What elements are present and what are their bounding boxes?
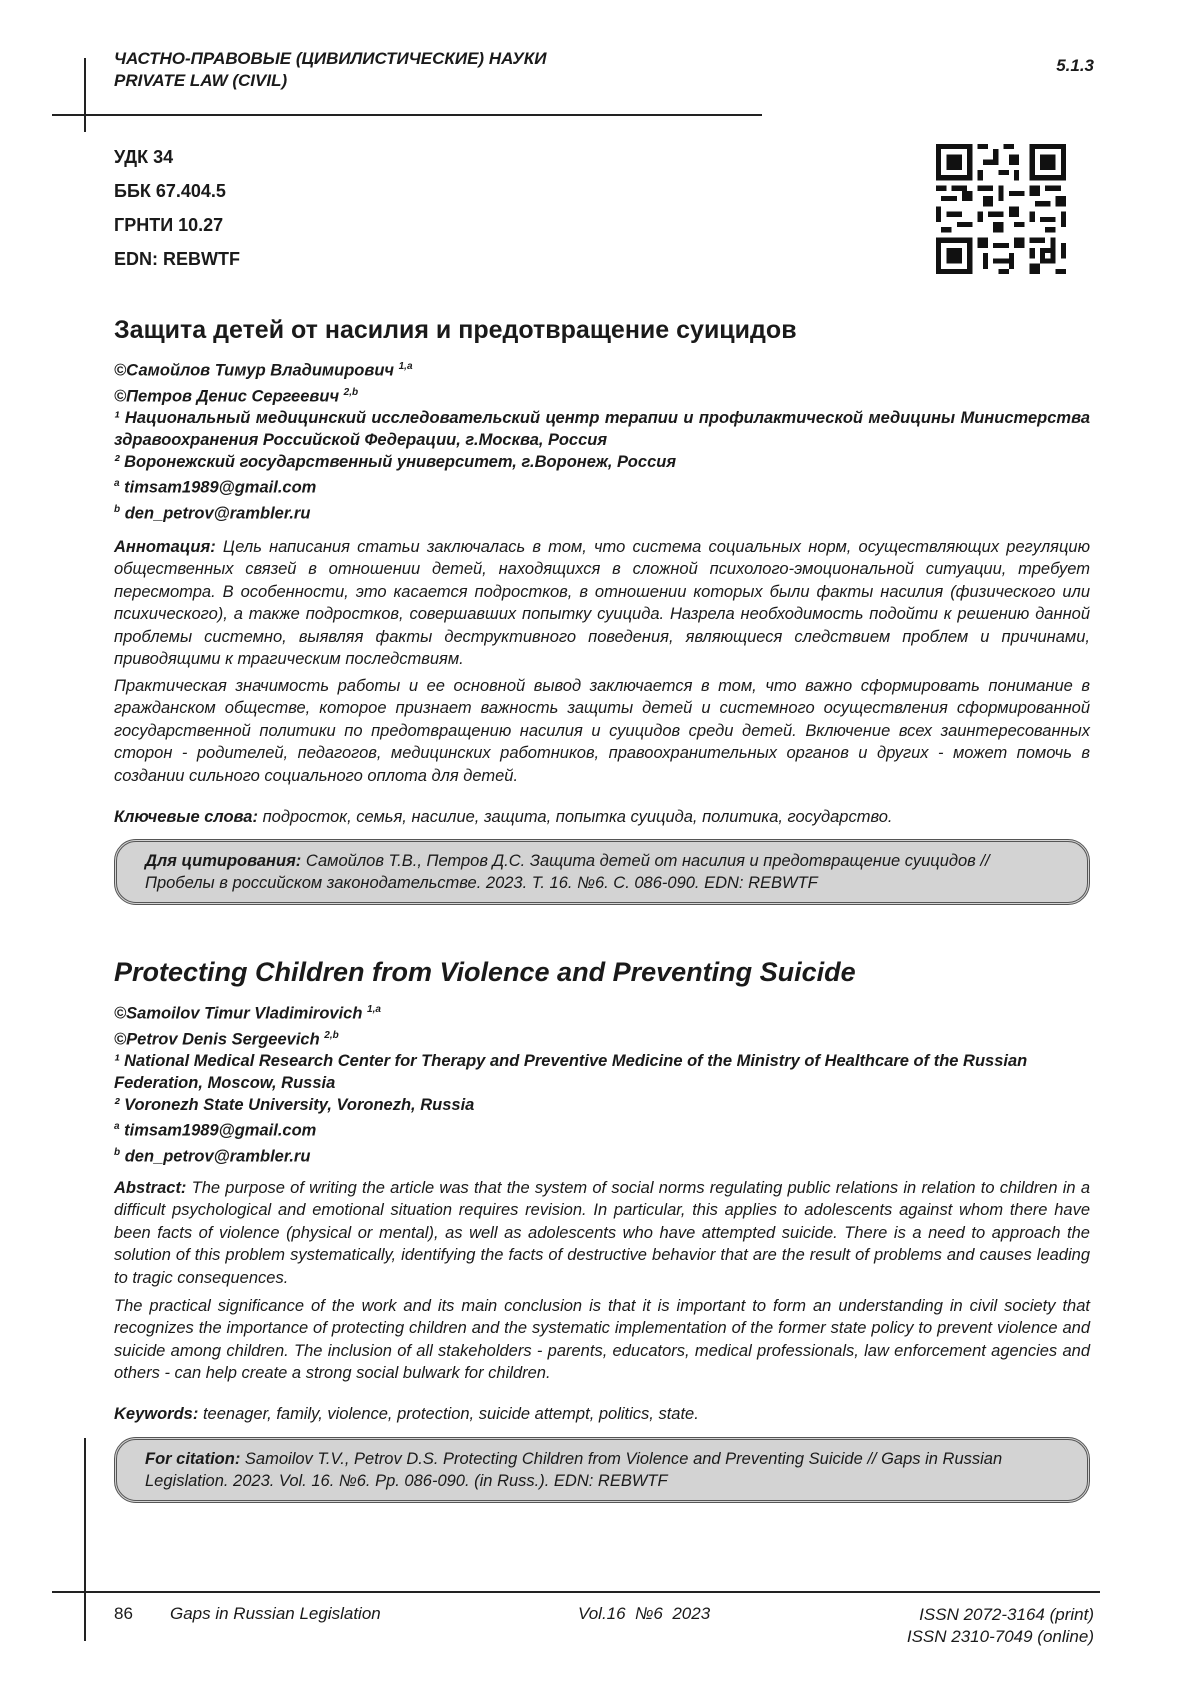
title-ru: Защита детей от насилия и предотвращение суицидов [114, 316, 797, 344]
affiliation-1-en: ¹ National Medical Research Center for Therapy and Preventive Medicine of the Ministry of Healthcare of the Russian Federation, Moscow, Russia [114, 1052, 1028, 1092]
abstract-en-p2: The practical significance of the work and its main conclusion is that it is important to form an understanding in civil society that recognizes the importance of protecting children and the systematic implementation of the former state policy to prevent violence and suicide among children. The inclusion of all stakeholders - parents, educators, medical professionals, law enforcement agencies and others - can help create a strong social bulwark for children. [114, 1297, 1090, 1383]
affiliation-2-en: ² Voronezh State University, Voronezh, Russia [114, 1096, 475, 1114]
abstract-en-p1: Abstract: The purpose of writing the article was that the system of social norms regulating public relations in relation to children in a difficult psychological and emotional situation requires revision. In particular, this applies to adolescents against whom there have been facts of violence (physical or mental), as well as adolescents who have attempted suicide. There is a need to approach the solution of this problem systematically, identifying the facts of destructive behavior that are the result of problems and causes leading to tragic consequences. [114, 1179, 1090, 1287]
citation-box-en: For citation: Samoilov T.V., Petrov D.S. Protecting Children from Violence and Preventing Suicide // Gaps in Russian Legislation. 2023. Vol. 16. №6. Pp. 086-090. (in Russ.). EDN: REBWTF [114, 1437, 1090, 1503]
authors-en [114, 999, 1090, 1167]
header-rule [52, 114, 762, 116]
affiliation-2-ru: ² Воронежский государственный университет, г.Воронеж, Россия [114, 453, 677, 471]
abstract-ru-p2: Практическая значимость работы и ее основной вывод заключается в том, что важно сформировать понимание в гражданском обществе, которое признает важность защиты детей и системного осуществления сформированной государственной политики по предотвращению насилия и суицидов среди детей. Включение всех заинтересованных сторон - родителей, педагогов, медицинских работников, правоохранительных органов и других - может помочь в создании сильного социального оплота для детей. [114, 677, 1090, 785]
abstract-ru-p1: Аннотация: Цель написания статьи заключалась в том, что система социальных норм, осуществляющих регуляцию общественных связей в отношении детей, находящихся в сложной психолого-эмоциональной ситуации, требует пересмотра. В особенности, это касается подростков, в отношении которых были факты насилия (физического или психического), а также подростков, совершавших попытку суицида. Назрела необходимость подойти к решению данной проблемы системно, выявляя факты деструктивного поведения, являющиеся следствием проблем и причинами, приводящими к трагическим последствиям. [114, 538, 1090, 669]
section-en: PRIVATE LAW (CIVIL) [114, 71, 288, 90]
grnti: ГРНТИ 10.27 [114, 215, 224, 235]
issn-block [907, 1604, 1094, 1648]
email-b-en: $^b$ den_petrov@rambler.ru [114, 1146, 311, 1165]
title-en: Protecting Children from Violence and Preventing Suicide [114, 957, 856, 987]
keywords-label-ru: Ключевые слова: [114, 808, 258, 826]
left-rule-top [84, 58, 86, 132]
author-1-en: ©Samoilov Timur Vladimirovich $^{1,a}$ [114, 1004, 381, 1023]
abstract-label-en: Abstract: [114, 1179, 187, 1197]
citation-box-ru: Для цитирования: Самойлов Т.В., Петров Д.С. Защита детей от насилия и предотвращение суицидов // Пробелы в российском законодательстве. 2023. Т. 16. №6. С. 086-090. EDN: REBWTF [114, 839, 1090, 905]
citation-label-en: For citation: [145, 1450, 241, 1468]
edn: EDN: REBWTF [114, 249, 240, 269]
classification-block [114, 140, 240, 276]
author-2-en: ©Petrov Denis Sergeevich $^{2,b}$ [114, 1029, 339, 1048]
abstract-label-ru: Аннотация: [114, 538, 216, 556]
issn-online: ISSN 2310-7049 (online) [906, 1627, 1094, 1646]
section-header [114, 48, 547, 92]
specialty-code: 5.1.3 [1056, 56, 1094, 75]
keywords-label-en: Keywords: [114, 1405, 199, 1423]
udk: УДК 34 [114, 147, 174, 167]
citation-label-ru: Для цитирования: [145, 852, 302, 870]
footer-rule [52, 1591, 1100, 1593]
issn-print: ISSN 2072-3164 (print) [919, 1605, 1094, 1624]
author-2-ru: ©Петров Денис Сергеевич $^{2,b}$ [114, 386, 359, 405]
email-a-en: $^a$ timsam1989@gmail.com [114, 1121, 317, 1140]
journal-name: Gaps in Russian Legislation [170, 1604, 381, 1623]
keywords-en: Keywords: teenager, family, violence, protection, suicide attempt, politics, state. [114, 1405, 699, 1423]
affiliation-1-ru: ¹ Национальный медицинский исследовательский центр терапии и профилактической медицины Министерства здравоохранения Российской Федерации, г.Москва, Россия [114, 409, 1090, 449]
bbk: ББК 67.404.5 [114, 181, 226, 201]
volume-issue: Vol.16 №6 2023 [578, 1604, 711, 1623]
page-number: 86 [114, 1604, 133, 1623]
keywords-ru: Ключевые слова: подросток, семья, насилие, защита, попытка суицида, политика, государство. [114, 808, 893, 826]
email-b-ru: $^b$ den_petrov@rambler.ru [114, 503, 311, 522]
section-ru: ЧАСТНО-ПРАВОВЫЕ (ЦИВИЛИСТИЧЕСКИЕ) НАУКИ [114, 49, 547, 68]
author-1-ru: ©Самойлов Тимур Владимирович $^{1,a}$ [114, 361, 413, 380]
authors-ru [114, 356, 1090, 524]
left-rule-bottom [84, 1438, 86, 1641]
email-a-ru: $^a$ timsam1989@gmail.com [114, 478, 317, 497]
qr-code [936, 144, 1066, 274]
